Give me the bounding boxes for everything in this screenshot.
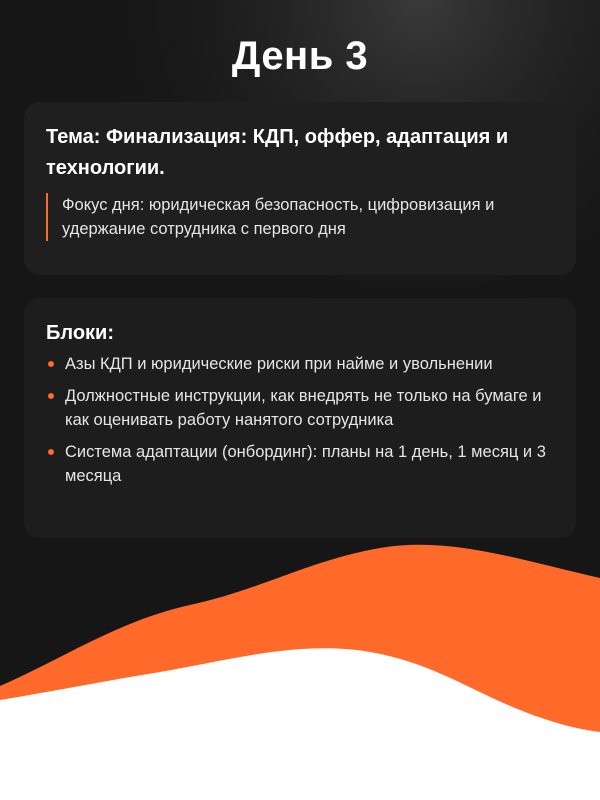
topic-card [24, 102, 576, 275]
list-item [46, 440, 554, 488]
page-title: День 3 [231, 34, 369, 78]
topic-heading: Тема: Финализация: КДП, оффер, адаптация и технологии. [46, 126, 509, 179]
blocks-card [24, 298, 576, 538]
list-item-text: Азы КДП и юридические риски при найме и увольнении [65, 355, 493, 373]
list-item-text: Система адаптации (онбординг): планы на 1 день, 1 месяц и 3 месяца [65, 443, 546, 485]
list-item [46, 352, 554, 376]
bullet-dot-icon [48, 361, 54, 367]
bullet-dot-icon [48, 449, 54, 455]
blocks-list [46, 352, 554, 488]
list-item-text: Должностные инструкции, как внедрять не только на бумаге и как оценивать работу нанятого сотрудника [65, 387, 542, 429]
bullet-dot-icon [48, 393, 54, 399]
list-item [46, 384, 554, 432]
focus-text: Фокус дня: юридическая безопасность, цифровизация и удержание сотрудника с первого дня [46, 193, 554, 241]
blocks-heading: Блоки: [46, 322, 114, 344]
